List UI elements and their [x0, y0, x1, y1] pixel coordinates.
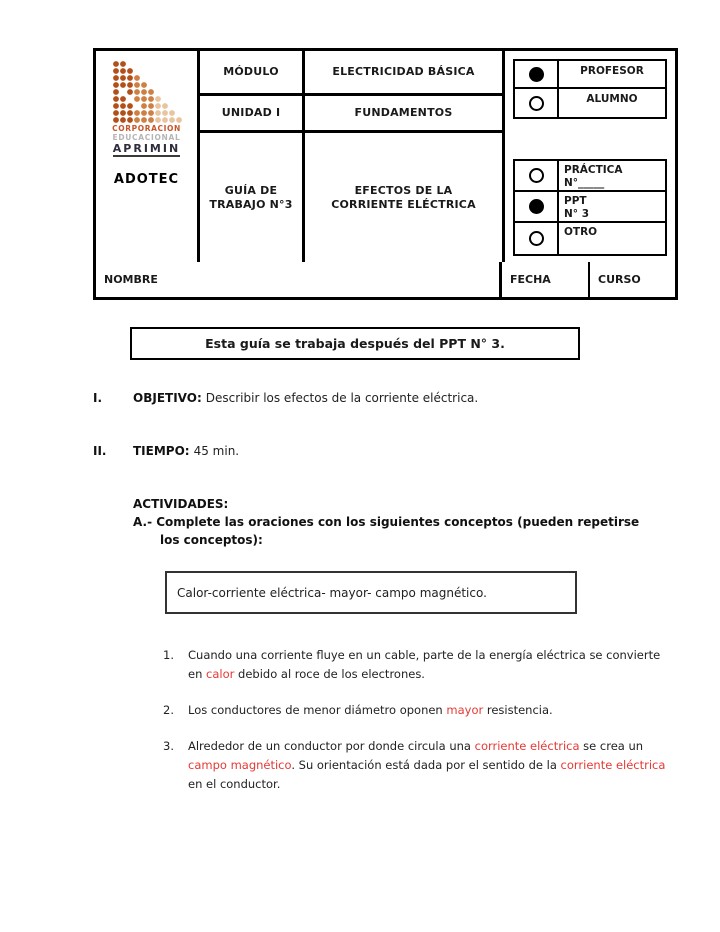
guia-value: EFECTOS DE LA CORRIENTE ELÉCTRICA [305, 133, 505, 262]
unidad-label: UNIDAD I [200, 96, 305, 133]
list-item-text: Los conductores de menor diámetro oponen mayor resistencia. [188, 703, 553, 717]
logo-text-corporacion: CORPORACION [112, 124, 181, 133]
checkbox-panel [505, 51, 675, 262]
list-item-text: Alrededor de un conductor por donde circula una corriente eléctrica se crea un campo magnético. Su orientación está dada por el sentido de la corriente eléctrica en el conductor. [188, 739, 666, 791]
answer-word: corriente eléctrica [560, 758, 666, 772]
list-item [163, 737, 678, 794]
ppt-label-line1: PPT [564, 195, 587, 207]
nombre-field: NOMBRE [96, 262, 502, 297]
org-name: ADOTEC [113, 172, 180, 187]
answer-word: campo magnético [188, 758, 292, 772]
word-bank-box: Calor-corriente eléctrica- mayor- campo magnético. [165, 571, 577, 614]
otro-label [559, 223, 665, 254]
document-header-table [93, 48, 678, 300]
notice-box: Esta guía se trabaja después del PPT N° 3. [130, 327, 580, 360]
practica-check-cell [515, 161, 559, 190]
list-item-number: 3. [163, 739, 174, 753]
modulo-value: ELECTRICIDAD BÁSICA [305, 51, 505, 96]
ppt-label-line2: N° 3 [564, 207, 589, 220]
answer-word: mayor [446, 703, 484, 717]
tiempo-section [93, 444, 239, 458]
tiempo-text: 45 min. [193, 444, 240, 458]
tiempo-numeral: II. [93, 444, 107, 458]
logo-text-educacional: EDUCACIONAL [112, 133, 181, 142]
logo-cell [96, 51, 200, 262]
tiempo-label: TIEMPO: [133, 444, 190, 458]
guia-label: GUÍA DE TRABAJO N°3 [200, 133, 305, 262]
radio-practica [529, 168, 544, 183]
list-item [163, 701, 678, 720]
profesor-row [515, 61, 665, 89]
objetivo-numeral: I. [93, 391, 103, 405]
audience-table [513, 59, 667, 119]
answer-word: corriente eléctrica [474, 739, 580, 753]
list-item-text: Cuando una corriente fluye en un cable, parte de la energía eléctrica se convierte en calor debido al roce de los electrones. [188, 648, 661, 681]
profesor-check-cell [515, 61, 559, 87]
practica-label-line2: N°_____ [564, 176, 605, 189]
profesor-label: PROFESOR [580, 65, 644, 77]
radio-ppt [529, 199, 544, 214]
unidad-value: FUNDAMENTOS [305, 96, 505, 133]
alumno-label: ALUMNO [586, 93, 638, 105]
practica-row [515, 161, 665, 192]
list-item [163, 646, 678, 684]
logo-dots [112, 60, 182, 124]
list-item-number: 1. [163, 648, 174, 662]
answer-word: calor [206, 667, 235, 681]
activities-block [133, 495, 643, 549]
activity-a-instruction: A.- Complete las oraciones con los siguientes conceptos (pueden repetirse los conceptos): [133, 515, 640, 547]
name-date-course-row [96, 262, 675, 297]
alumno-check-cell [515, 89, 559, 117]
modulo-label: MÓDULO [200, 51, 305, 96]
practica-label [559, 161, 665, 190]
ppt-label [559, 192, 665, 221]
objetivo-text: Describir los efectos de la corriente eléctrica. [205, 391, 479, 405]
fill-in-list [163, 646, 678, 811]
otro-check-cell [515, 223, 559, 254]
radio-alumno [529, 96, 544, 111]
practica-label-line1: PRÁCTICA [564, 164, 623, 176]
ppt-row [515, 192, 665, 223]
activities-heading: ACTIVIDADES: [133, 497, 229, 511]
otro-row [515, 223, 665, 254]
otro-label-line1: OTRO [564, 226, 598, 238]
objetivo-section [93, 391, 478, 405]
logo-text-aprimin: APRIMIN [112, 142, 181, 155]
fecha-field: FECHA [502, 262, 590, 297]
radio-profesor [529, 67, 544, 82]
material-table [513, 159, 667, 256]
aprimin-logo [112, 60, 182, 157]
ppt-check-cell [515, 192, 559, 221]
alumno-row [515, 89, 665, 117]
list-item-number: 2. [163, 703, 174, 717]
objetivo-label: OBJETIVO: [133, 391, 202, 405]
radio-otro [529, 231, 544, 246]
curso-field: CURSO [598, 273, 641, 286]
